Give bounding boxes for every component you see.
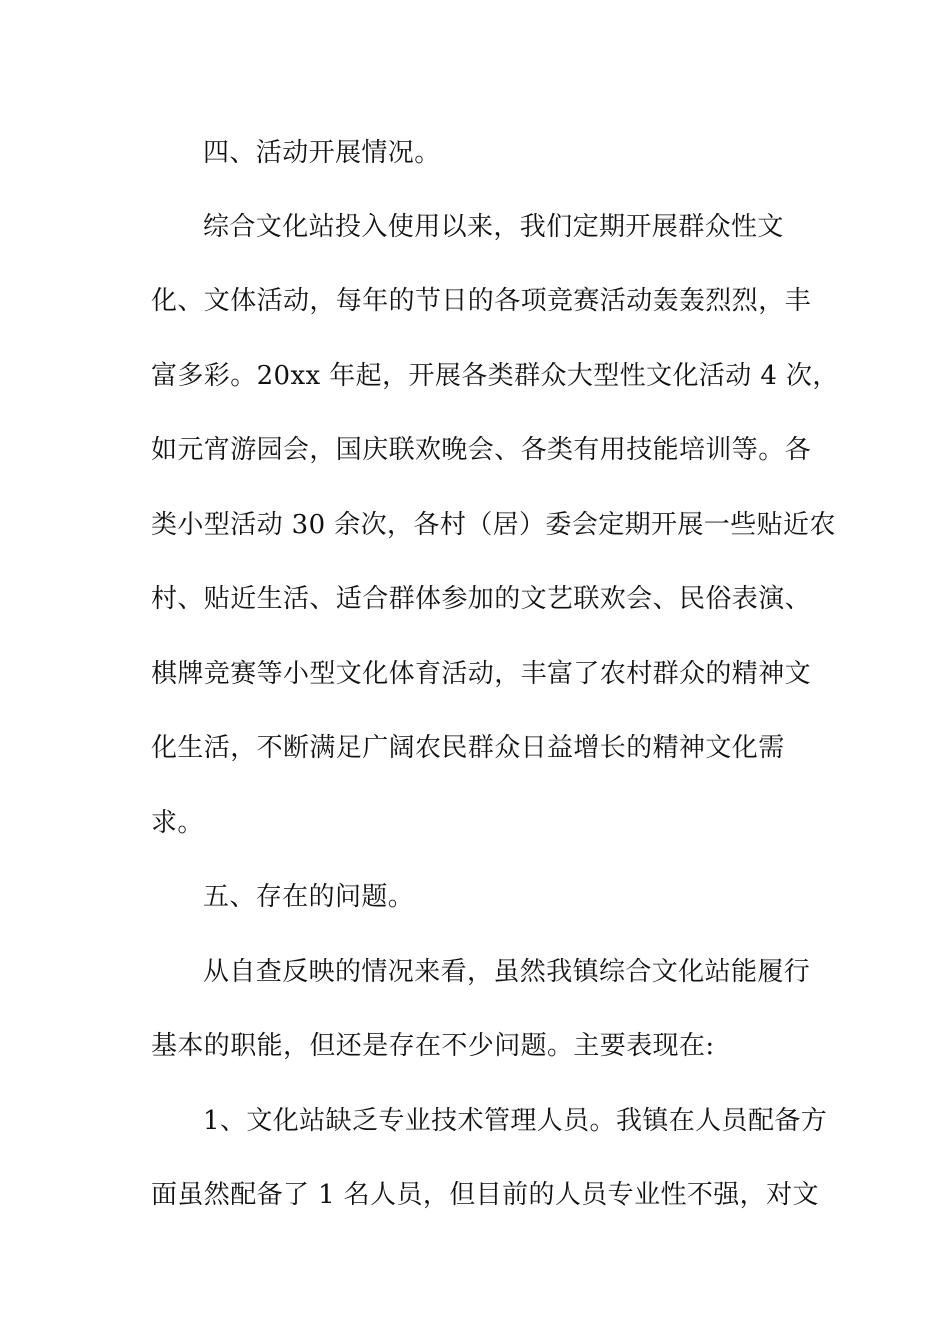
paragraph-line: 村、贴近生活、适合群体参加的文艺联欢会、民俗表演、: [151, 584, 812, 614]
paragraph-line: 求。: [151, 808, 204, 838]
paragraph-line: 富多彩。20xx 年起，开展各类群众大型性文化活动 4 次，: [151, 361, 839, 391]
paragraph-line: 化生活，不断满足广阔农民群众日益增长的精神文化需: [151, 733, 785, 763]
paragraph-line: 从自查反映的情况来看，虽然我镇综合文化站能履行: [203, 957, 811, 987]
paragraph-line: 棋牌竞赛等小型文化体育活动，丰富了农村群众的精神文: [151, 659, 812, 689]
paragraph-line: 如元宵游园会，国庆联欢晚会、各类有用技能培训等。各: [151, 435, 812, 465]
paragraph-line: 综合文化站投入使用以来，我们定期开展群众性文: [203, 212, 784, 242]
paragraph-line: 化、文体活动，每年的节日的各项竞赛活动轰轰烈烈，丰: [151, 286, 812, 316]
section-heading-activities: 四、活动开展情况。: [203, 138, 441, 168]
paragraph-line: 类小型活动 30 余次，各村（居）委会定期开展一些贴近农: [151, 510, 836, 540]
paragraph-line: 1、文化站缺乏专业技术管理人员。我镇在人员配备方: [203, 1106, 828, 1136]
section-heading-problems: 五、存在的问题。: [203, 882, 415, 912]
paragraph-line: 基本的职能，但还是存在不少问题。主要表现在:: [151, 1031, 715, 1061]
paragraph-line: 面虽然配备了 1 名人员，但目前的人员专业性不强，对文: [151, 1180, 819, 1210]
